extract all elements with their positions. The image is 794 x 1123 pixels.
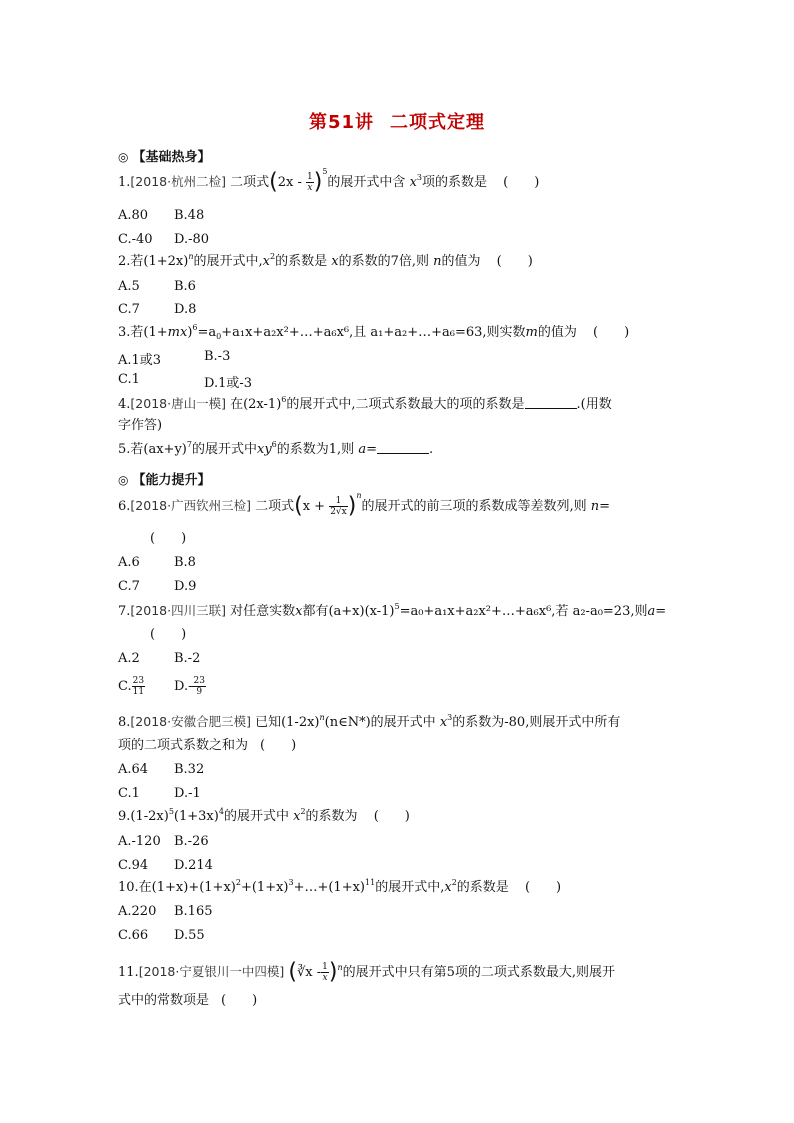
q3-option-c: C.1 bbox=[118, 372, 140, 387]
q10-option-b: B.165 bbox=[174, 904, 213, 919]
question-1: 1.[2018·杭州二检] 二项式(2x - $\frac{1}{x}$ )$^5$的展开式中含 $x^3$项的系数是 ( ) bbox=[118, 167, 540, 195]
q10-option-c: C.66 bbox=[118, 928, 149, 943]
section-heading-basic: ◎ 【基础热身】 bbox=[118, 150, 211, 165]
circle-dot-icon: ◎ bbox=[118, 150, 129, 164]
question-8: 8.[2018·安徽合肥三模] 已知$(1-2x)^n(n\in N*)$的展开式中 $x^3$的系数为-80,则展开式中所有 bbox=[118, 713, 621, 730]
q7-option-d: D.- $\frac{23}{9}$ bbox=[174, 676, 205, 697]
question-4: 4.[2018·唐山一模] 在$(2x-1)^6$的展开式中,二项式系数最大的项的系数是 .(用数 bbox=[118, 395, 612, 412]
circle-dot-icon: ◎ bbox=[118, 473, 129, 487]
q6-option-c: C.7 bbox=[118, 579, 140, 594]
question-6-paren: ( ) bbox=[150, 531, 187, 546]
question-5: 5.若$(ax+y)^7$的展开式中$xy^6$的系数为1,则 a= . bbox=[118, 440, 434, 457]
q9-option-b: B.-26 bbox=[174, 834, 209, 849]
q1-option-a: A.80 bbox=[118, 208, 149, 223]
question-2: 2.若$(1+2x)^n$的展开式中$,x^2$的系数是 x的系数的7倍,则 n的值为 ( ) bbox=[118, 252, 533, 269]
q1-option-c: C.-40 bbox=[118, 232, 153, 247]
q7-option-c: C. $\frac{23}{11}$ bbox=[118, 676, 145, 697]
question-11: 11.[2018·宁夏银川一中四模] (∛x - $\frac{1}{x}$ )$^n$的展开式中只有第5项的二项式系数最大,则展开 bbox=[118, 959, 615, 985]
question-9: $9.(1-2x)^5(1+3x)^4$的展开式中 $x^2$的系数为 ( ) bbox=[118, 807, 410, 824]
question-8-cont: 项的二项式系数之和为 ( ) bbox=[118, 738, 297, 753]
q9-option-c: C.94 bbox=[118, 858, 149, 873]
question-10: 10.在$(1+x)+(1+x)^2+(1+x)^3+\dots+(1+x)^{11}$的展开式中$,x^2$的系数是 ( ) bbox=[118, 878, 562, 895]
question-6: 6.[2018·广西钦州三检] 二项式(x + $\frac{1}{2√x}$ )$^n$的展开式的前三项的系数成等差数列,则 n= bbox=[118, 491, 611, 519]
q6-option-b: B.8 bbox=[174, 555, 196, 570]
q9-option-a: A.-120 bbox=[118, 834, 161, 849]
q7-option-b: B.-2 bbox=[174, 651, 201, 666]
q2-option-b: B.6 bbox=[174, 279, 196, 294]
q2-option-a: A.5 bbox=[118, 279, 140, 294]
q8-option-d: D.-1 bbox=[174, 786, 201, 801]
page-title: 第51讲 二项式定理 bbox=[308, 112, 486, 133]
q3-option-b: B.-3 bbox=[204, 349, 231, 364]
q8-option-a: A.64 bbox=[118, 762, 149, 777]
q10-option-a: A.220 bbox=[118, 904, 157, 919]
question-3: 3.若$(1+mx)^6=a_0+a_1x+a_2x^2+\dots+a_6x^6$,且 a₁+a₂+…+a₆=63,则实数m的值为 ( ) bbox=[118, 323, 630, 341]
q10-option-d: D.55 bbox=[174, 928, 205, 943]
q1-option-d: D.-80 bbox=[174, 232, 210, 247]
q9-option-d: D.214 bbox=[174, 858, 213, 873]
q6-option-d: D.9 bbox=[174, 579, 197, 594]
question-7: 7.[2018·四川三联] 对任意实数x都有$(a+x)(x-1)^5=a_0+a_1x+a_2x^2+\dots+a_6x^6$,若 a₂-a₀=23,则a= bbox=[118, 602, 667, 619]
question-4-cont: 字作答) bbox=[118, 418, 163, 433]
question-11-cont: 式中的常数项是 ( ) bbox=[118, 993, 258, 1008]
q8-option-b: B.32 bbox=[174, 762, 205, 777]
answer-blank bbox=[525, 397, 577, 409]
q6-option-a: A.6 bbox=[118, 555, 140, 570]
q8-option-c: C.1 bbox=[118, 786, 140, 801]
q2-option-d: D.8 bbox=[174, 302, 197, 317]
q3-option-a: A.1或3 bbox=[118, 353, 162, 368]
q1-option-b: B.48 bbox=[174, 208, 205, 223]
q2-option-c: C.7 bbox=[118, 302, 140, 317]
q7-option-a: A.2 bbox=[118, 651, 140, 666]
question-7-paren: ( ) bbox=[150, 627, 187, 642]
section-heading-advanced: ◎ 【能力提升】 bbox=[118, 473, 211, 488]
answer-blank bbox=[377, 442, 429, 454]
q3-option-d: D.1或-3 bbox=[204, 376, 253, 391]
